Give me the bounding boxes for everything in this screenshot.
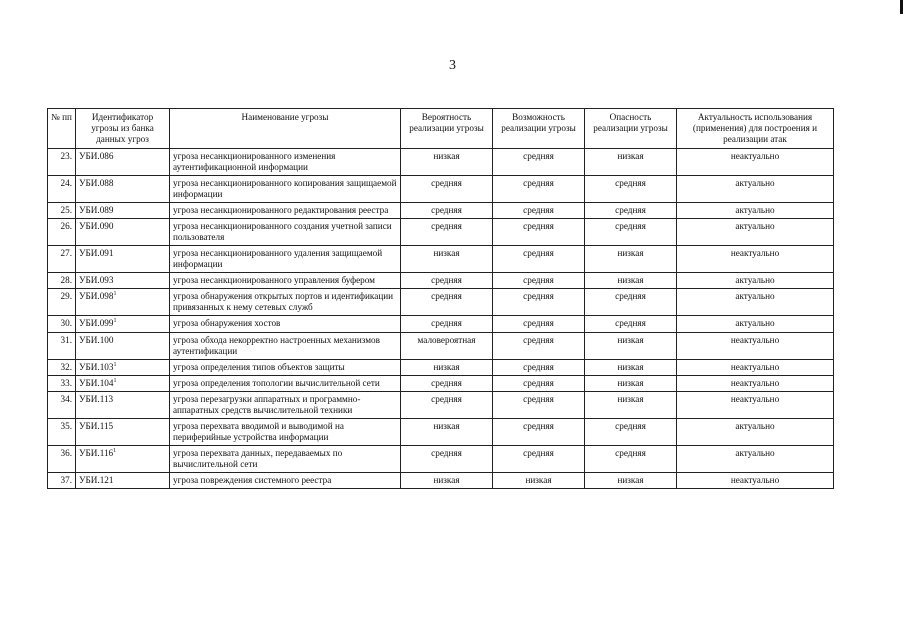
row-possibility — [493, 391, 585, 418]
row-num-text: 26. — [60, 221, 72, 232]
row-num — [48, 359, 76, 375]
row-threat-name — [170, 359, 401, 375]
row-danger-text: средняя — [615, 318, 646, 329]
header-relevance: Актуальность использования (применения) для построения и реализации атак — [677, 109, 834, 149]
row-danger-text: средняя — [615, 205, 646, 216]
row-threat-name-text: угроза несанкционированного управления буфером — [173, 275, 375, 286]
table-row — [48, 149, 834, 176]
row-threat-id-text: УБИ.113 — [79, 393, 114, 404]
row-danger-text: низкая — [617, 151, 644, 162]
row-threat-id — [76, 391, 170, 418]
table-row — [48, 316, 834, 332]
row-relevance-text: неактуально — [730, 248, 780, 259]
row-danger — [585, 219, 677, 246]
row-danger-text: средняя — [615, 447, 646, 458]
row-threat-id — [76, 176, 170, 203]
table-header-row — [48, 109, 834, 149]
row-possibility — [493, 418, 585, 445]
row-num — [48, 391, 76, 418]
row-threat-id-text: УБИ.103 — [79, 361, 114, 372]
table-row — [48, 359, 834, 375]
row-num-text: 25. — [60, 205, 72, 216]
row-probability-text: средняя — [431, 221, 462, 232]
row-danger-text: средняя — [615, 221, 646, 232]
row-relevance-text: актуально — [735, 447, 775, 458]
header-id: Идентификатор угрозы из банка данных угроз — [76, 109, 170, 149]
row-num — [48, 472, 76, 488]
row-probability — [401, 246, 493, 273]
row-probability-text: средняя — [431, 447, 462, 458]
row-probability-text: средняя — [431, 393, 462, 404]
row-threat-name — [170, 375, 401, 391]
header-probability: Вероятность реализации угрозы — [401, 109, 493, 149]
row-probability-text: маловероятная — [417, 334, 476, 345]
row-relevance — [677, 273, 834, 289]
row-relevance — [677, 391, 834, 418]
row-relevance-text: неактуально — [730, 377, 780, 388]
row-relevance-text: актуально — [735, 291, 775, 302]
row-possibility-text: средняя — [523, 151, 554, 162]
row-num-text: 33. — [60, 377, 72, 388]
row-threat-name-text: угроза несанкционированного создания учетной записи пользователя — [173, 221, 392, 243]
row-probability — [401, 273, 493, 289]
row-relevance — [677, 176, 834, 203]
row-threat-id-text: УБИ.088 — [79, 178, 114, 189]
row-probability — [401, 289, 493, 316]
row-num-text: 35. — [60, 420, 72, 431]
footnote-marker: 1 — [113, 291, 117, 298]
row-danger — [585, 246, 677, 273]
row-relevance — [677, 359, 834, 375]
row-probability — [401, 418, 493, 445]
row-num-text: 37. — [60, 474, 72, 485]
row-possibility-text: средняя — [523, 291, 554, 302]
row-threat-id — [76, 246, 170, 273]
row-num-text: 36. — [60, 447, 72, 458]
row-probability-text: средняя — [431, 205, 462, 216]
row-relevance — [677, 203, 834, 219]
row-possibility-text: средняя — [523, 393, 554, 404]
header-danger: Опасность реализации угрозы — [585, 109, 677, 149]
row-probability-text: низкая — [433, 474, 460, 485]
row-danger-text: средняя — [615, 178, 646, 189]
footnote-marker: 1 — [113, 377, 117, 384]
row-threat-id — [76, 219, 170, 246]
row-relevance — [677, 418, 834, 445]
footnote-marker: 1 — [113, 447, 117, 454]
row-threat-id-text: УБИ.091 — [79, 248, 114, 259]
row-probability — [401, 445, 493, 472]
row-relevance-text: неактуально — [730, 334, 780, 345]
row-threat-id-text: УБИ.115 — [79, 420, 114, 431]
row-danger — [585, 445, 677, 472]
row-possibility — [493, 246, 585, 273]
row-threat-name — [170, 246, 401, 273]
row-threat-name — [170, 273, 401, 289]
row-possibility-text: низкая — [525, 474, 552, 485]
row-threat-id — [76, 375, 170, 391]
row-num — [48, 316, 76, 332]
row-num — [48, 445, 76, 472]
row-relevance-text: неактуально — [730, 361, 780, 372]
row-danger — [585, 375, 677, 391]
row-relevance-text: неактуально — [730, 474, 780, 485]
row-danger — [585, 203, 677, 219]
row-probability — [401, 359, 493, 375]
row-probability-text: средняя — [431, 318, 462, 329]
row-threat-name — [170, 289, 401, 316]
row-num-text: 28. — [60, 275, 72, 286]
footnote-marker: 1 — [113, 361, 117, 368]
row-relevance-text: актуально — [735, 318, 775, 329]
row-danger-text: низкая — [617, 334, 644, 345]
row-num-text: 24. — [60, 178, 72, 189]
row-relevance — [677, 316, 834, 332]
threats-table — [47, 108, 834, 489]
row-possibility — [493, 472, 585, 488]
row-possibility — [493, 176, 585, 203]
row-relevance — [677, 246, 834, 273]
row-threat-id — [76, 418, 170, 445]
row-threat-id-text: УБИ.121 — [79, 474, 114, 485]
row-probability-text: низкая — [433, 420, 460, 431]
row-probability — [401, 149, 493, 176]
row-possibility — [493, 375, 585, 391]
row-threat-id-text: УБИ.104 — [79, 377, 114, 388]
row-probability — [401, 176, 493, 203]
row-relevance — [677, 289, 834, 316]
row-relevance — [677, 375, 834, 391]
row-threat-id-text: УБИ.116 — [79, 447, 114, 458]
row-threat-name — [170, 445, 401, 472]
footnote-marker: 1 — [113, 318, 117, 325]
row-relevance — [677, 219, 834, 246]
row-threat-name-text: угроза обнаружения хостов — [173, 318, 281, 329]
row-num — [48, 418, 76, 445]
row-num — [48, 203, 76, 219]
row-threat-name-text: угроза повреждения системного реестра — [173, 474, 332, 485]
row-threat-name — [170, 391, 401, 418]
row-num-text: 32. — [60, 361, 72, 372]
row-relevance-text: актуально — [735, 221, 775, 232]
row-danger-text: низкая — [617, 248, 644, 259]
row-threat-id — [76, 332, 170, 359]
row-threat-name-text: угроза обнаружения открытых портов и идентификации привязанных к нему сетевых служб — [173, 291, 394, 313]
row-probability — [401, 219, 493, 246]
row-possibility — [493, 149, 585, 176]
row-possibility-text: средняя — [523, 248, 554, 259]
row-threat-id — [76, 203, 170, 219]
table-row — [48, 391, 834, 418]
row-threat-id-text: УБИ.093 — [79, 275, 114, 286]
header-num: № пп — [48, 109, 76, 149]
row-relevance-text: актуально — [735, 420, 775, 431]
row-probability-text: средняя — [431, 178, 462, 189]
table-row — [48, 418, 834, 445]
header-name: Наименование угрозы — [170, 109, 401, 149]
row-num — [48, 176, 76, 203]
table-row — [48, 219, 834, 246]
row-threat-name-text: угроза несанкционированного удаления защищаемой информации — [173, 248, 383, 270]
row-relevance-text: актуально — [735, 205, 775, 216]
row-possibility — [493, 445, 585, 472]
row-possibility — [493, 219, 585, 246]
table-row — [48, 176, 834, 203]
row-possibility-text: средняя — [523, 447, 554, 458]
row-possibility — [493, 273, 585, 289]
row-possibility-text: средняя — [523, 420, 554, 431]
row-danger-text: средняя — [615, 291, 646, 302]
page-number: 3 — [449, 58, 456, 73]
row-threat-id-text: УБИ.098 — [79, 291, 114, 302]
row-num — [48, 375, 76, 391]
row-num — [48, 289, 76, 316]
row-threat-name-text: угроза обхода некорректно настроенных механизмов аутентификации — [173, 334, 380, 356]
row-threat-name-text: угроза перезагрузки аппаратных и программно-аппаратных средств вычислительной техники — [173, 393, 361, 415]
row-possibility — [493, 289, 585, 316]
row-possibility — [493, 316, 585, 332]
row-threat-id — [76, 149, 170, 176]
row-threat-id — [76, 273, 170, 289]
row-threat-name — [170, 332, 401, 359]
row-threat-id — [76, 472, 170, 488]
table-row — [48, 289, 834, 316]
row-num — [48, 246, 76, 273]
row-num-text: 29. — [60, 291, 72, 302]
table-row — [48, 375, 834, 391]
row-danger-text: низкая — [617, 393, 644, 404]
table-row — [48, 203, 834, 219]
row-num — [48, 219, 76, 246]
row-probability-text: низкая — [433, 151, 460, 162]
row-probability — [401, 203, 493, 219]
row-relevance — [677, 445, 834, 472]
row-danger-text: средняя — [615, 420, 646, 431]
row-probability — [401, 332, 493, 359]
row-num-text: 23. — [60, 151, 72, 162]
row-threat-name-text: угроза определения топологии вычислительной сети — [173, 377, 380, 388]
row-threat-id — [76, 359, 170, 375]
row-possibility — [493, 332, 585, 359]
row-num — [48, 332, 76, 359]
table-body — [48, 149, 834, 489]
row-danger-text: низкая — [617, 474, 644, 485]
row-threat-id-text: УБИ.086 — [79, 151, 114, 162]
row-threat-name-text: угроза определения типов объектов защиты — [173, 361, 345, 372]
row-threat-name-text: угроза несанкционированного редактирования реестра — [173, 205, 389, 216]
row-danger — [585, 273, 677, 289]
row-num-text: 34. — [60, 393, 72, 404]
row-threat-name — [170, 203, 401, 219]
row-possibility — [493, 359, 585, 375]
table-row — [48, 332, 834, 359]
row-threat-id-text: УБИ.099 — [79, 318, 114, 329]
row-probability-text: низкая — [433, 361, 460, 372]
row-relevance — [677, 472, 834, 488]
row-probability-text: низкая — [433, 248, 460, 259]
row-relevance-text: неактуально — [730, 151, 780, 162]
row-relevance-text: неактуально — [730, 393, 780, 404]
row-possibility-text: средняя — [523, 334, 554, 345]
row-danger — [585, 359, 677, 375]
row-danger-text: низкая — [617, 377, 644, 388]
row-danger — [585, 176, 677, 203]
row-threat-name — [170, 176, 401, 203]
page-edge-mark — [900, 0, 903, 14]
row-danger — [585, 418, 677, 445]
row-danger — [585, 289, 677, 316]
row-danger — [585, 332, 677, 359]
row-num-text: 30. — [60, 318, 72, 329]
row-danger — [585, 149, 677, 176]
row-probability-text: средняя — [431, 291, 462, 302]
row-num-text: 27. — [60, 248, 72, 259]
row-possibility-text: средняя — [523, 178, 554, 189]
row-threat-name — [170, 219, 401, 246]
row-probability — [401, 316, 493, 332]
row-relevance — [677, 332, 834, 359]
row-threat-name-text: угроза перехвата данных, передаваемых по вычислительной сети — [173, 447, 343, 469]
row-threat-name-text: угроза перехвата вводимой и выводимой на периферийные устройства информации — [173, 420, 344, 442]
row-danger — [585, 391, 677, 418]
row-relevance-text: актуально — [735, 178, 775, 189]
header-possibility: Возможность реализации угрозы — [493, 109, 585, 149]
row-danger — [585, 472, 677, 488]
row-danger-text: низкая — [617, 275, 644, 286]
row-possibility-text: средняя — [523, 221, 554, 232]
row-threat-id — [76, 445, 170, 472]
row-possibility-text: средняя — [523, 377, 554, 388]
row-num — [48, 273, 76, 289]
row-threat-id-text: УБИ.090 — [79, 221, 114, 232]
row-num — [48, 149, 76, 176]
row-possibility — [493, 203, 585, 219]
row-possibility-text: средняя — [523, 275, 554, 286]
row-threat-id-text: УБИ.089 — [79, 205, 114, 216]
row-relevance-text: актуально — [735, 275, 775, 286]
row-possibility-text: средняя — [523, 318, 554, 329]
table-row — [48, 445, 834, 472]
row-threat-name — [170, 316, 401, 332]
row-threat-name-text: угроза несанкционированного копирования защищаемой информации — [173, 178, 397, 200]
row-danger — [585, 316, 677, 332]
row-threat-name-text: угроза несанкционированного изменения аутентификационной информации — [173, 151, 336, 173]
row-probability-text: средняя — [431, 275, 462, 286]
table-row — [48, 472, 834, 488]
row-danger-text: низкая — [617, 361, 644, 372]
row-num-text: 31. — [60, 334, 72, 345]
row-probability — [401, 375, 493, 391]
row-possibility-text: средняя — [523, 205, 554, 216]
row-probability — [401, 391, 493, 418]
row-threat-name — [170, 472, 401, 488]
table-row — [48, 273, 834, 289]
row-threat-name — [170, 149, 401, 176]
row-relevance — [677, 149, 834, 176]
table-row — [48, 246, 834, 273]
row-probability-text: средняя — [431, 377, 462, 388]
row-threat-id-text: УБИ.100 — [79, 334, 114, 345]
row-threat-id — [76, 316, 170, 332]
row-possibility-text: средняя — [523, 361, 554, 372]
row-threat-name — [170, 418, 401, 445]
row-probability — [401, 472, 493, 488]
row-threat-id — [76, 289, 170, 316]
